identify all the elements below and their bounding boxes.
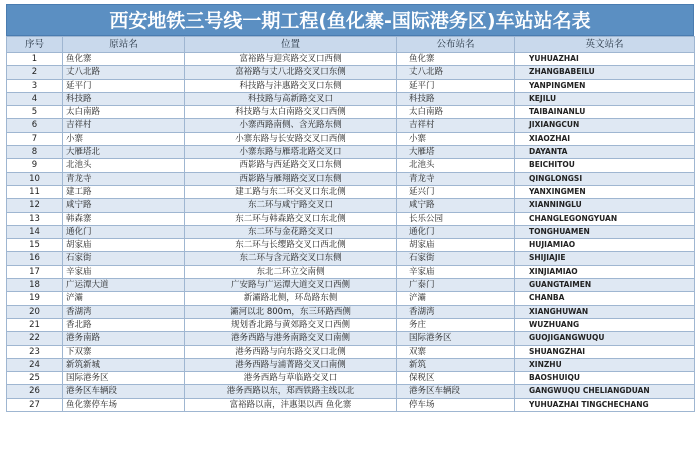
cell-no: 20 [7, 305, 63, 318]
cell-no: 11 [7, 185, 63, 198]
header-no: 序号 [7, 37, 63, 53]
cell-original-name: 科技路 [63, 92, 185, 105]
cell-no: 18 [7, 279, 63, 292]
cell-english-name: ZHANGBABEILU [515, 66, 695, 79]
cell-no: 12 [7, 199, 63, 212]
cell-no: 17 [7, 265, 63, 278]
table-row [7, 345, 695, 358]
cell-no: 15 [7, 239, 63, 252]
cell-english-name: CHANGLEGONGYUAN [515, 212, 695, 225]
cell-no: 24 [7, 358, 63, 371]
cell-english-name: DAYANTA [515, 146, 695, 159]
cell-original-name: 小寨 [63, 132, 185, 145]
cell-position: 小寨东路与长安路交叉口西侧 [185, 132, 397, 145]
cell-original-name: 胡家庙 [63, 239, 185, 252]
table-row [7, 292, 695, 305]
cell-position: 港务西路以东，郑西铁路主线以北 [185, 385, 397, 398]
cell-original-name: 辛家庙 [63, 265, 185, 278]
cell-no: 16 [7, 252, 63, 265]
cell-public-name: 咸宁路 [397, 199, 515, 212]
cell-english-name: KEJILU [515, 92, 695, 105]
table-row [7, 279, 695, 292]
cell-english-name: WUZHUANG [515, 318, 695, 331]
cell-english-name: XIANNINGLU [515, 199, 695, 212]
cell-position: 港务西路与浦菁路交叉口南侧 [185, 358, 397, 371]
cell-english-name: YANXINGMEN [515, 185, 695, 198]
table-row [7, 66, 695, 79]
cell-original-name: 下双寨 [63, 345, 185, 358]
table-row [7, 53, 695, 66]
cell-public-name: 务庄 [397, 318, 515, 331]
table-row [7, 79, 695, 92]
cell-position: 富裕路以南，沣惠渠以西 鱼化寨 [185, 398, 397, 411]
cell-english-name: XINZHU [515, 358, 695, 371]
cell-no: 23 [7, 345, 63, 358]
cell-original-name: 吉祥村 [63, 119, 185, 132]
cell-position: 小寨东路与雁塔北路交叉口 [185, 146, 397, 159]
cell-english-name: HUJIAMIAO [515, 239, 695, 252]
cell-position: 东二环与韩森路交叉口东北侧 [185, 212, 397, 225]
cell-position: 富裕路与迎宾路交叉口西侧 [185, 53, 397, 66]
cell-public-name: 通化门 [397, 225, 515, 238]
table-row [7, 332, 695, 345]
cell-english-name: SHUANGZHAI [515, 345, 695, 358]
cell-public-name: 科技路 [397, 92, 515, 105]
cell-english-name: XIAOZHAI [515, 132, 695, 145]
cell-no: 4 [7, 92, 63, 105]
table-row [7, 92, 695, 105]
cell-public-name: 青龙寺 [397, 172, 515, 185]
table-row [7, 239, 695, 252]
cell-public-name: 双寨 [397, 345, 515, 358]
cell-public-name: 新筑 [397, 358, 515, 371]
cell-no: 10 [7, 172, 63, 185]
cell-original-name: 大雁塔北 [63, 146, 185, 159]
station-table-container [6, 4, 694, 412]
cell-original-name: 国际港务区 [63, 372, 185, 385]
cell-original-name: 港务南路 [63, 332, 185, 345]
cell-position: 科技路与太白南路交叉口西侧 [185, 106, 397, 119]
cell-no: 22 [7, 332, 63, 345]
cell-position: 小寨西路南侧、含光路东侧 [185, 119, 397, 132]
table-row [7, 199, 695, 212]
cell-public-name: 延平门 [397, 79, 515, 92]
cell-public-name: 浐灞 [397, 292, 515, 305]
cell-english-name: XINJIAMIAO [515, 265, 695, 278]
table-row [7, 106, 695, 119]
cell-original-name: 咸宁路 [63, 199, 185, 212]
header-english-name: 英文站名 [515, 37, 695, 53]
table-row [7, 398, 695, 411]
table-row [7, 265, 695, 278]
cell-position: 东二环与金花路交叉口 [185, 225, 397, 238]
cell-english-name: TONGHUAMEN [515, 225, 695, 238]
cell-original-name: 港务区车辆段 [63, 385, 185, 398]
cell-original-name: 香北路 [63, 318, 185, 331]
table-row [7, 212, 695, 225]
cell-position: 西影路与西延路交叉口东侧 [185, 159, 397, 172]
cell-original-name: 青龙寺 [63, 172, 185, 185]
cell-english-name: CHANBA [515, 292, 695, 305]
page-title: 西安地铁三号线一期工程(鱼化寨-国际港务区)车站站名表 [6, 4, 694, 36]
header-original-name: 原站名 [63, 37, 185, 53]
cell-position: 西影路与雁翔路交叉口东侧 [185, 172, 397, 185]
cell-no: 1 [7, 53, 63, 66]
cell-no: 9 [7, 159, 63, 172]
cell-position: 富裕路与丈八北路交叉口东侧 [185, 66, 397, 79]
cell-original-name: 新筑新城 [63, 358, 185, 371]
table-row [7, 385, 695, 398]
cell-original-name: 香湖湾 [63, 305, 185, 318]
cell-public-name: 石家街 [397, 252, 515, 265]
table-row [7, 225, 695, 238]
cell-position: 科技路与高新路交叉口 [185, 92, 397, 105]
header-position: 位置 [185, 37, 397, 53]
cell-original-name: 韩森寨 [63, 212, 185, 225]
cell-public-name: 鱼化寨 [397, 53, 515, 66]
cell-no: 14 [7, 225, 63, 238]
header-public-name: 公布站名 [397, 37, 515, 53]
table-row [7, 372, 695, 385]
cell-public-name: 停车场 [397, 398, 515, 411]
cell-original-name: 鱼化寨 [63, 53, 185, 66]
cell-original-name: 延平门 [63, 79, 185, 92]
cell-original-name: 广运潭大道 [63, 279, 185, 292]
cell-no: 3 [7, 79, 63, 92]
cell-position: 科技路与沣惠路交叉口东侧 [185, 79, 397, 92]
cell-original-name: 建工路 [63, 185, 185, 198]
cell-position: 港务西路与港务南路交叉口南侧 [185, 332, 397, 345]
table-header-row [7, 37, 695, 53]
cell-no: 6 [7, 119, 63, 132]
cell-public-name: 胡家庙 [397, 239, 515, 252]
cell-english-name: YUHUAZHAI [515, 53, 695, 66]
cell-no: 25 [7, 372, 63, 385]
table-row [7, 185, 695, 198]
cell-original-name: 通化门 [63, 225, 185, 238]
cell-no: 8 [7, 146, 63, 159]
cell-position: 东北二环立交南侧 [185, 265, 397, 278]
table-row [7, 318, 695, 331]
cell-position: 规划香北路与黄郊路交叉口西侧 [185, 318, 397, 331]
cell-original-name: 石家街 [63, 252, 185, 265]
cell-english-name: XIANGHUWAN [515, 305, 695, 318]
cell-english-name: QINGLONGSI [515, 172, 695, 185]
cell-no: 5 [7, 106, 63, 119]
cell-english-name: GUANGTAIMEN [515, 279, 695, 292]
table-row [7, 132, 695, 145]
cell-public-name: 辛家庙 [397, 265, 515, 278]
station-name-table [6, 36, 695, 412]
cell-english-name: YUHUAZHAI TINGCHECHANG [515, 398, 695, 411]
cell-public-name: 吉祥村 [397, 119, 515, 132]
cell-position: 建工路与东二环交叉口东北侧 [185, 185, 397, 198]
cell-position: 灞河以北 800m，东三环路西侧 [185, 305, 397, 318]
cell-original-name: 太白南路 [63, 106, 185, 119]
cell-english-name: BAOSHUIQU [515, 372, 695, 385]
cell-position: 新灞路北侧，环岛路东侧 [185, 292, 397, 305]
cell-public-name: 国际港务区 [397, 332, 515, 345]
cell-public-name: 大雁塔 [397, 146, 515, 159]
cell-no: 7 [7, 132, 63, 145]
cell-position: 港务西路与向东路交叉口北侧 [185, 345, 397, 358]
table-row [7, 305, 695, 318]
cell-public-name: 小寨 [397, 132, 515, 145]
cell-position: 东二环与咸宁路交叉口 [185, 199, 397, 212]
cell-public-name: 丈八北路 [397, 66, 515, 79]
cell-no: 13 [7, 212, 63, 225]
cell-no: 2 [7, 66, 63, 79]
cell-public-name: 香湖湾 [397, 305, 515, 318]
cell-original-name: 浐灞 [63, 292, 185, 305]
cell-public-name: 港务区车辆段 [397, 385, 515, 398]
cell-no: 27 [7, 398, 63, 411]
cell-public-name: 长乐公园 [397, 212, 515, 225]
cell-position: 东二环与长缨路交叉口西北侧 [185, 239, 397, 252]
cell-english-name: GUOJIGANGWUQU [515, 332, 695, 345]
cell-english-name: JIXIANGCUN [515, 119, 695, 132]
cell-english-name: TAIBAINANLU [515, 106, 695, 119]
cell-position: 广安路与广运潭大道交叉口西侧 [185, 279, 397, 292]
cell-english-name: SHIJIAJIE [515, 252, 695, 265]
cell-original-name: 北池头 [63, 159, 185, 172]
cell-no: 26 [7, 385, 63, 398]
cell-original-name: 鱼化寨停车场 [63, 398, 185, 411]
cell-english-name: BEICHITOU [515, 159, 695, 172]
cell-original-name: 丈八北路 [63, 66, 185, 79]
cell-position: 港务西路与草临路交叉口 [185, 372, 397, 385]
cell-english-name: YANPINGMEN [515, 79, 695, 92]
cell-no: 19 [7, 292, 63, 305]
cell-public-name: 太白南路 [397, 106, 515, 119]
cell-public-name: 保税区 [397, 372, 515, 385]
cell-public-name: 广泰门 [397, 279, 515, 292]
table-row [7, 172, 695, 185]
table-row [7, 252, 695, 265]
table-row [7, 146, 695, 159]
cell-no: 21 [7, 318, 63, 331]
table-row [7, 358, 695, 371]
cell-public-name: 延兴门 [397, 185, 515, 198]
cell-public-name: 北池头 [397, 159, 515, 172]
table-row [7, 159, 695, 172]
cell-position: 东二环与含元路交叉口东侧 [185, 252, 397, 265]
cell-english-name: GANGWUQU CHELIANGDUAN [515, 385, 695, 398]
table-row [7, 119, 695, 132]
